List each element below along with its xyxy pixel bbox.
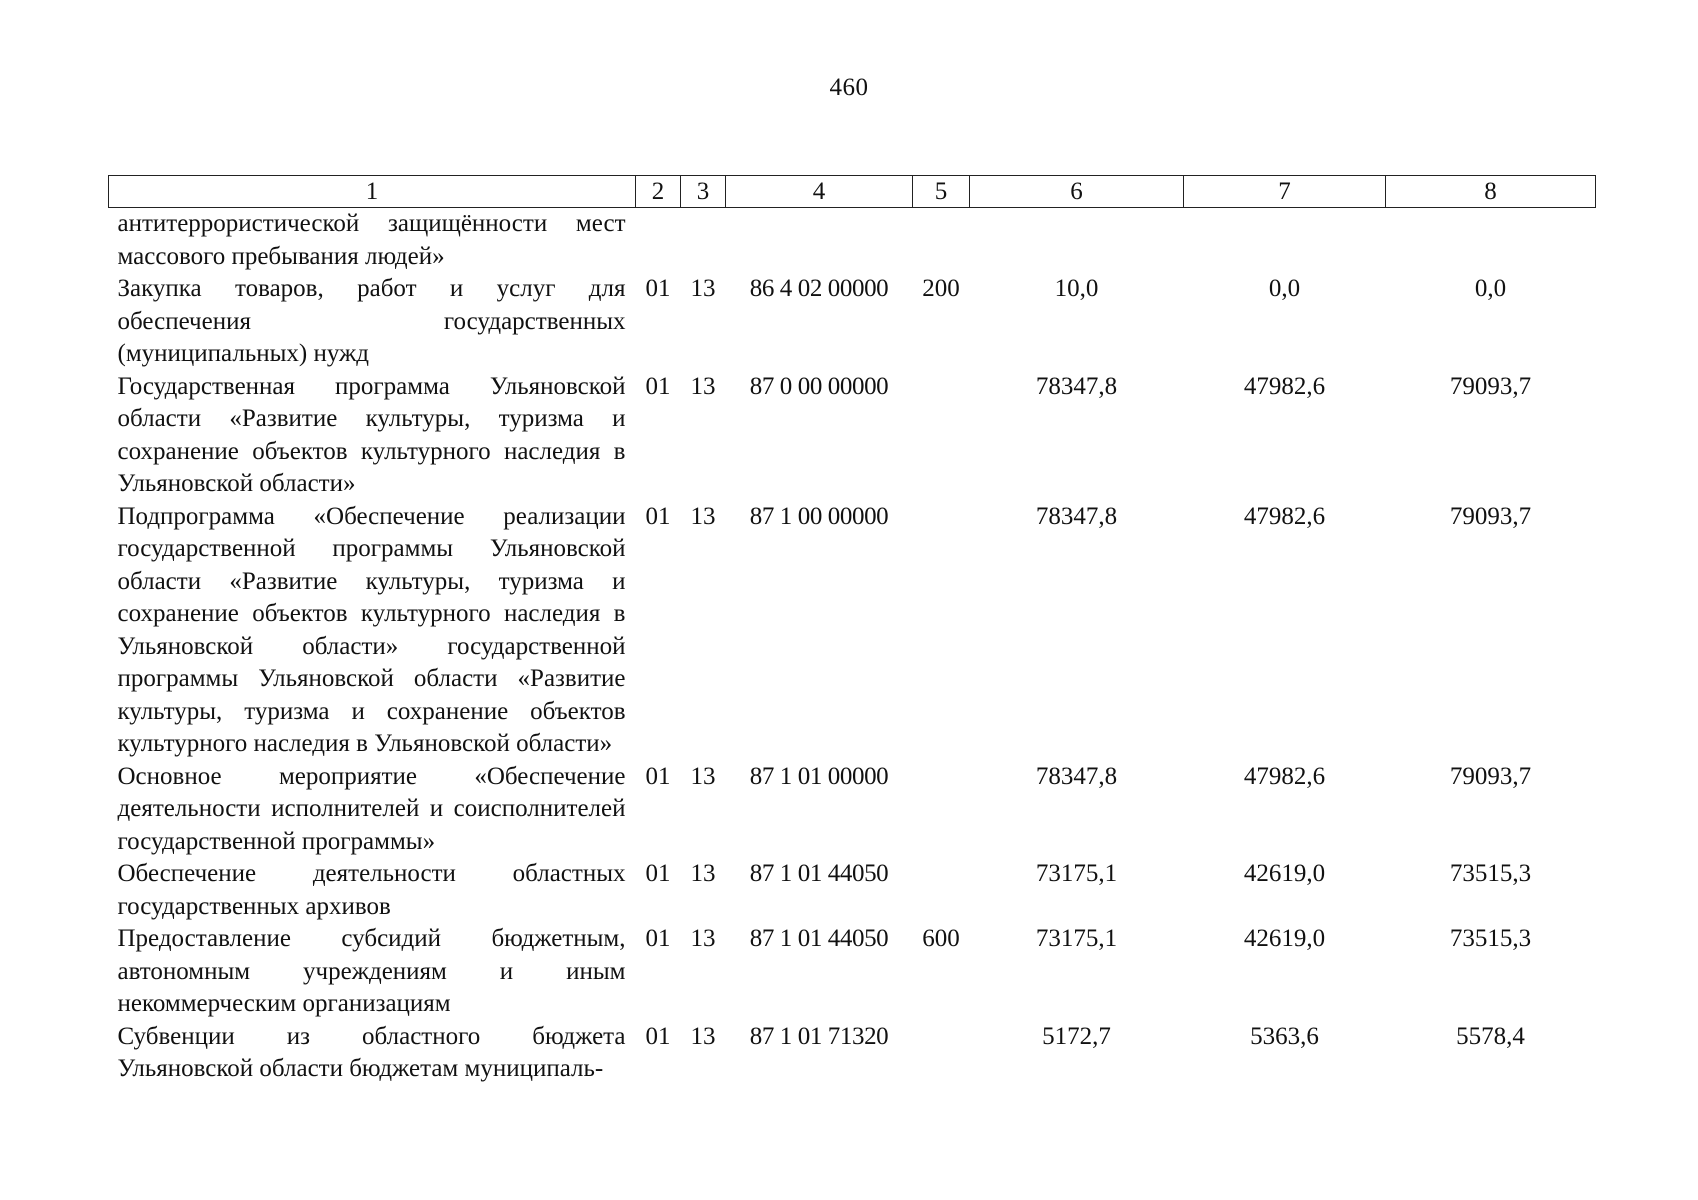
page-number: 460	[829, 74, 869, 101]
row-value-8: 5578,4	[1456, 1022, 1525, 1050]
row-pr: 13	[690, 762, 716, 790]
row-name: Субвенции из областного бюджета Ульяновской области бюджетам муниципаль-	[117, 1022, 626, 1082]
row-value-6: 73175,1	[1035, 860, 1118, 887]
row-name: Основное мероприятие «Обеспечение деятельности исполнителей и соисполнителей государственной программы»	[117, 762, 626, 855]
row-pr	[681, 208, 726, 274]
row-vr: 600	[922, 925, 960, 952]
row-kcsr: 87 1 00 00000	[749, 502, 889, 530]
row-value-8: 73515,3	[1449, 925, 1532, 952]
row-value-7: 47982,6	[1243, 502, 1326, 530]
row-value-7: 47982,6	[1243, 762, 1326, 790]
row-vr	[913, 208, 970, 274]
row-value-7: 5363,6	[1250, 1022, 1319, 1050]
row-value-8: 0,0	[1474, 275, 1507, 302]
table-row	[109, 761, 1596, 859]
row-name: Закупка товаров, работ и услуг для обеспечения государственных (муниципальных) нужд	[117, 275, 626, 367]
row-pr: 13	[690, 502, 716, 530]
row-vr	[913, 371, 970, 501]
header-col-8: 8	[1386, 176, 1596, 208]
table-row	[109, 923, 1596, 1021]
row-kcsr: 87 1 01 00000	[749, 762, 889, 790]
header-col-4: 4	[726, 176, 913, 208]
row-kcsr: 87 0 00 00000	[749, 372, 889, 400]
row-value-8	[1386, 208, 1596, 274]
row-value-7	[1184, 208, 1386, 274]
row-value-6: 78347,8	[1035, 762, 1118, 790]
row-rz: 01	[645, 925, 671, 952]
row-value-8: 79093,7	[1449, 762, 1532, 790]
row-vr	[913, 761, 970, 859]
row-name: Подпрограмма «Обеспечение реализации государственной программы Ульяновской области «Развитие культуры, туризма и сохранение объектов культурного наследия в Ульяновской области» государственной программы Ульяновской области «Развитие культуры, туризма и сохранение объектов культурного наследия в Ульяновской области»	[117, 502, 626, 757]
row-value-6: 73175,1	[1035, 925, 1118, 952]
row-value-7: 0,0	[1268, 275, 1301, 302]
row-vr	[913, 858, 970, 923]
row-kcsr: 87 1 01 44050	[749, 925, 889, 952]
row-pr: 13	[690, 275, 716, 302]
row-vr	[913, 501, 970, 761]
row-value-8: 79093,7	[1449, 372, 1532, 400]
row-name: Обеспечение деятельности областных государственных архивов	[117, 860, 626, 920]
table-row	[109, 501, 1596, 761]
row-vr: 200	[922, 275, 960, 302]
row-rz	[636, 208, 681, 274]
row-name: антитеррористической защищённости мест массового пребывания людей»	[117, 210, 626, 270]
table-row	[109, 208, 1596, 274]
table-body	[109, 208, 1596, 1086]
row-name: Предоставление субсидий бюджетным, автономным учреждениям и иным некоммерческим организациям	[117, 925, 626, 1017]
row-value-6	[970, 208, 1184, 274]
table-row	[109, 273, 1596, 371]
row-rz: 01	[645, 860, 671, 887]
row-kcsr: 87 1 01 44050	[749, 860, 889, 887]
row-value-7: 47982,6	[1243, 372, 1326, 400]
row-value-6: 78347,8	[1035, 502, 1118, 530]
row-kcsr: 87 1 01 71320	[749, 1022, 889, 1050]
row-value-6: 5172,7	[1042, 1022, 1111, 1050]
row-value-7: 42619,0	[1243, 860, 1326, 887]
table-row	[109, 1021, 1596, 1086]
row-value-8: 79093,7	[1449, 502, 1532, 530]
header-col-7: 7	[1184, 176, 1386, 208]
row-kcsr	[726, 208, 913, 274]
budget-table	[108, 175, 1596, 1086]
header-row	[109, 176, 1596, 208]
header-col-3: 3	[681, 176, 726, 208]
row-value-6: 10,0	[1054, 275, 1099, 302]
table-row	[109, 371, 1596, 501]
row-rz: 01	[645, 372, 671, 400]
row-name: Государственная программа Ульяновской области «Развитие культуры, туризма и сохранение объектов культурного наследия в Ульяновской области»	[117, 372, 626, 497]
header-col-2: 2	[636, 176, 681, 208]
table-header	[109, 176, 1596, 208]
row-value-6: 78347,8	[1035, 372, 1118, 400]
row-pr: 13	[690, 1022, 716, 1050]
row-rz: 01	[645, 275, 671, 302]
table-row	[109, 858, 1596, 923]
row-rz: 01	[645, 762, 671, 790]
row-pr: 13	[690, 372, 716, 400]
row-rz: 01	[645, 502, 671, 530]
header-col-6: 6	[970, 176, 1184, 208]
row-pr: 13	[690, 860, 716, 887]
row-pr: 13	[690, 925, 716, 952]
row-value-8: 73515,3	[1449, 860, 1532, 887]
row-value-7: 42619,0	[1243, 925, 1326, 952]
header-col-1: 1	[109, 176, 636, 208]
row-kcsr: 86 4 02 00000	[749, 275, 889, 302]
header-col-5: 5	[913, 176, 970, 208]
row-vr	[913, 1021, 970, 1086]
row-rz: 01	[645, 1022, 671, 1050]
